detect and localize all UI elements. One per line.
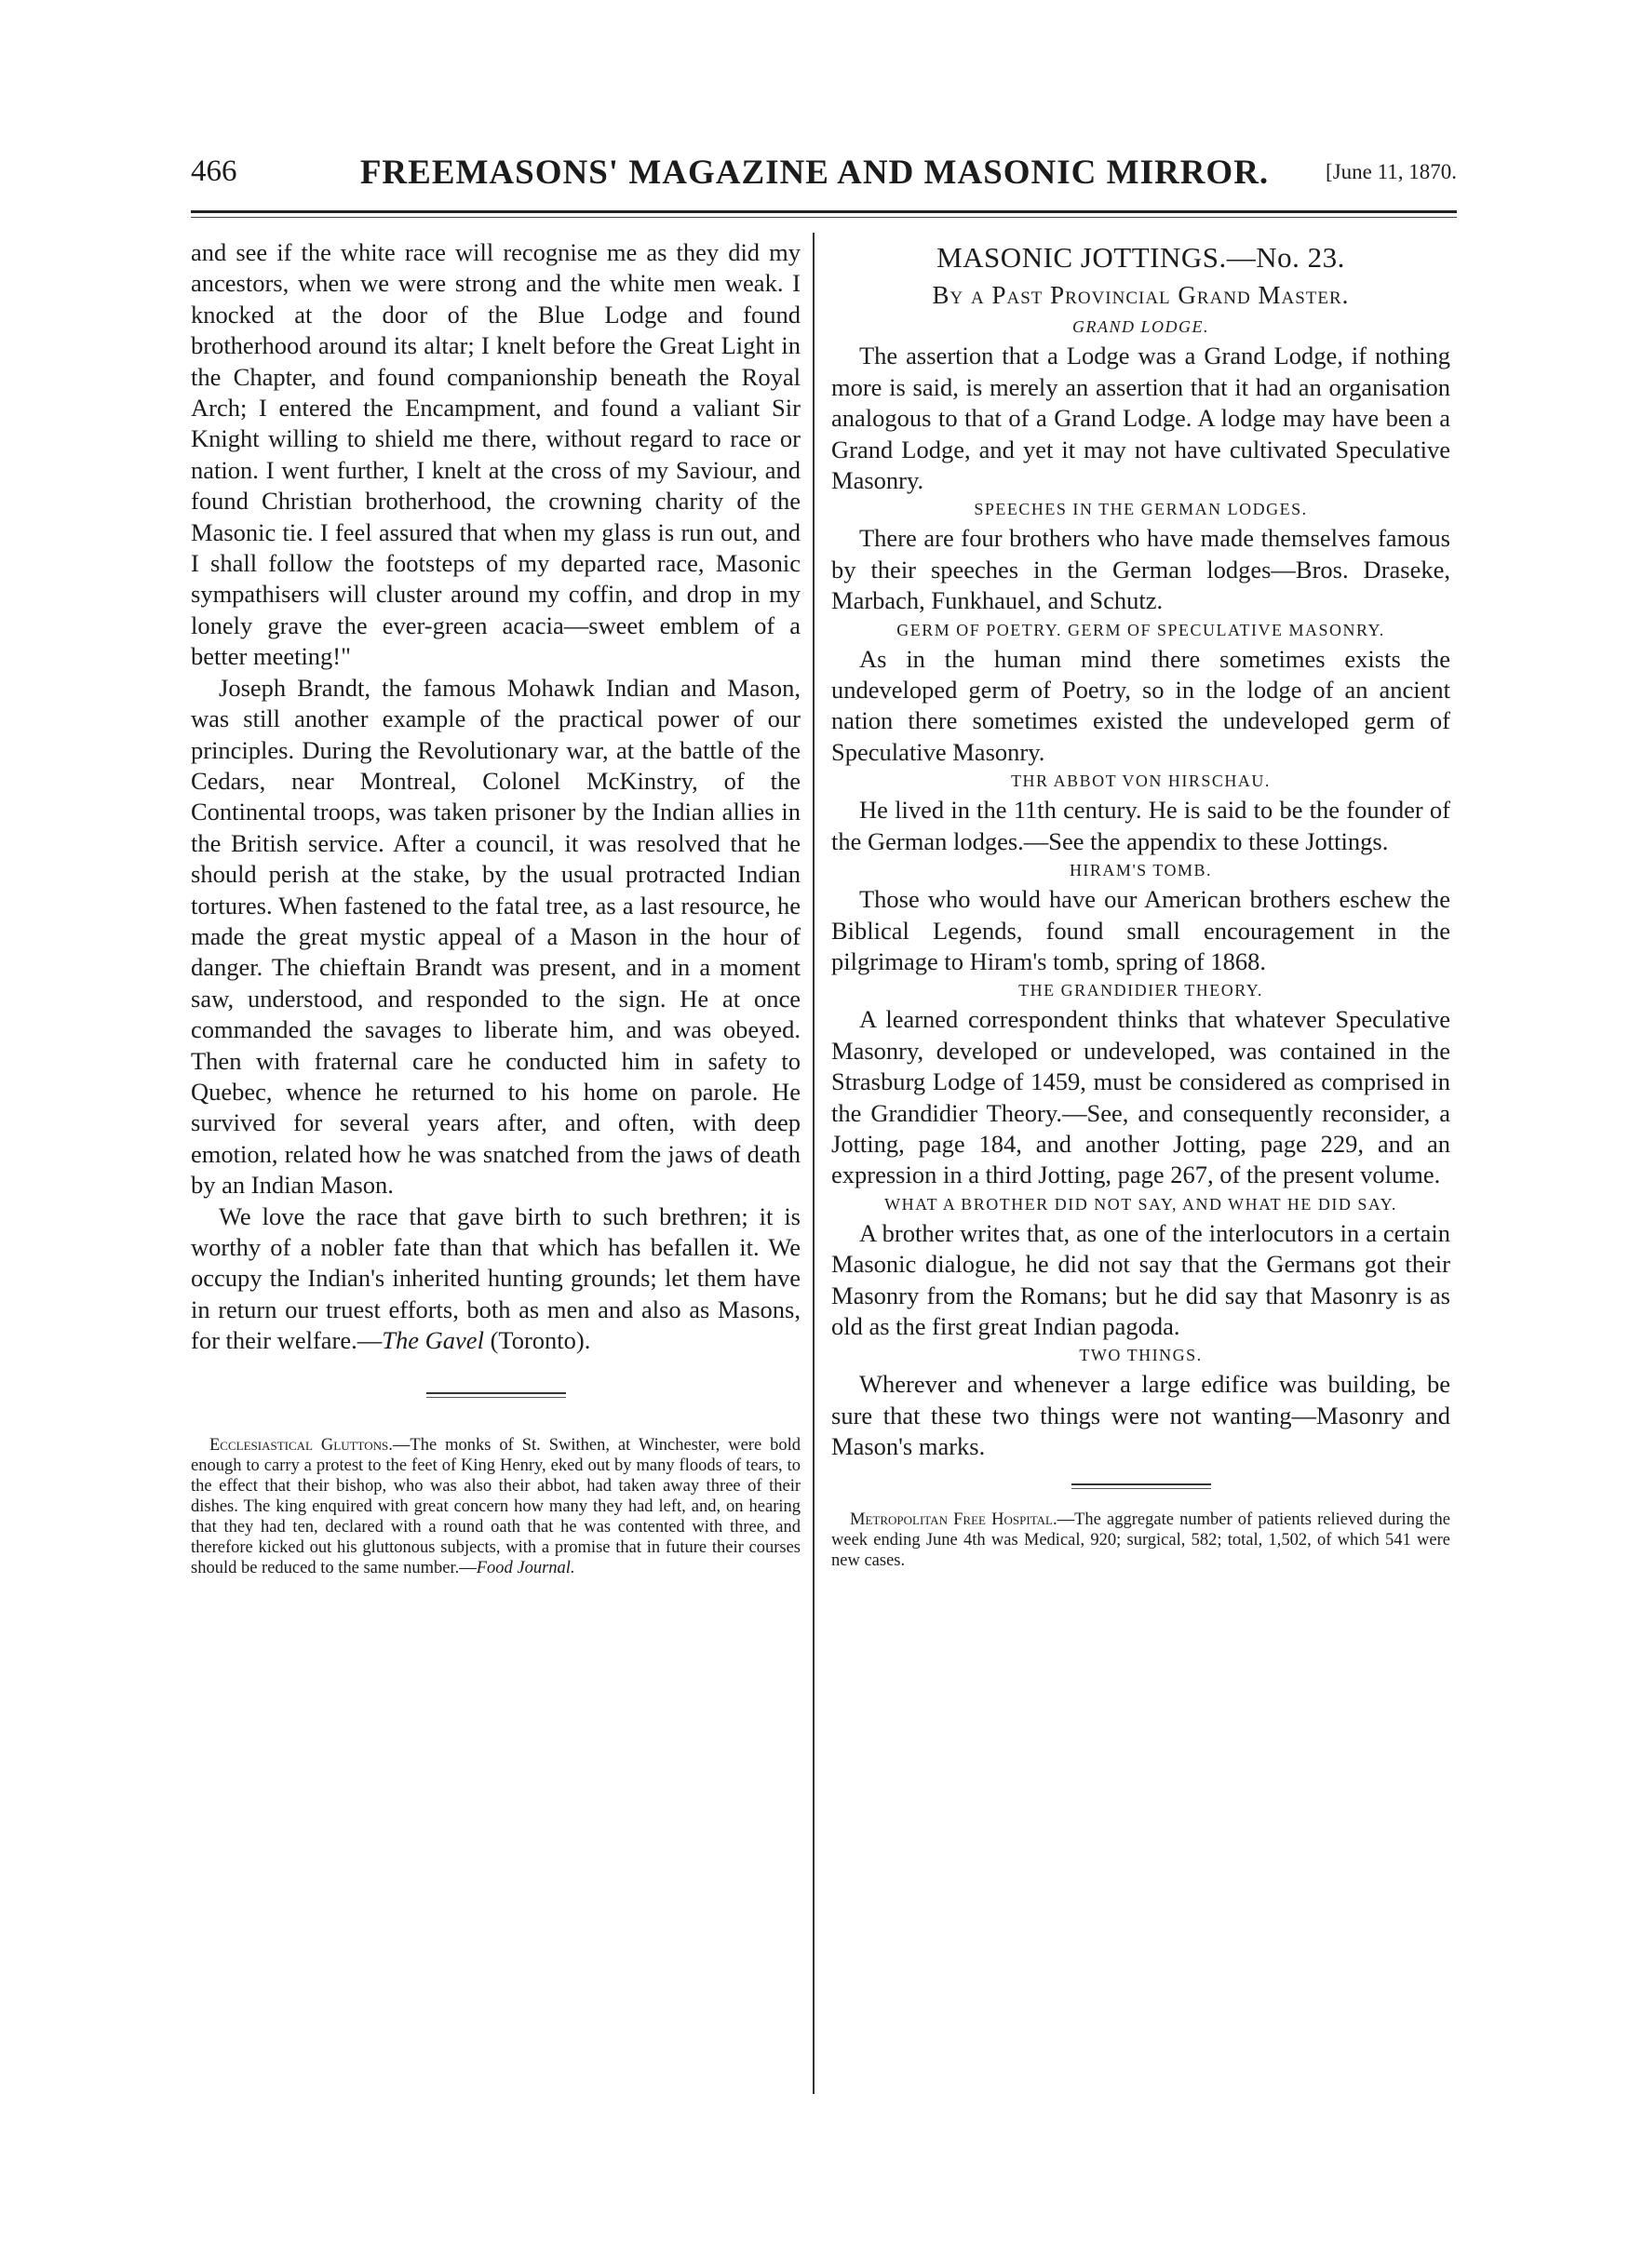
- section-body: There are four brothers who have made themselves famous by their speeches in the German lodges—Bros. Draseke, Marbach, Funkhauel, and Schutz.: [831, 524, 1450, 615]
- right-footnote: [831, 1510, 1450, 1571]
- section-heading: THR ABBOT VON HIRSCHAU.: [1011, 772, 1271, 791]
- section-heading: SPEECHES IN THE GERMAN LODGES.: [974, 500, 1308, 519]
- section-body: Those who would have our American brothers eschew the Biblical Legends, found small encouragement in the pilgrimage to Hiram's tomb, spring of 1868.: [831, 885, 1450, 975]
- right-footnote-body: —The aggregate number of patients relieved during the week ending June 4th was Medical, 920; surgical, 582; total, 1,502, of which 541 were new cases.: [831, 1510, 1450, 1570]
- section-heading: HIRAM'S TOMB.: [1069, 861, 1213, 880]
- left-footnote-body: —The monks of St. Swithen, at Winchester, were bold enough to carry a protest to the feet of King Henry, eked out by many floods of tears, to the effect that their bishop, who was also their abbot, had taken away three of their dishes. The king enquired with great concern how many they had left, and, on hearing that they had ten, declared with a round oath that he was contented with three, and therefore kicked out his gluttonous subjects, with a promise that in future their courses should be reduced to the same number.—: [191, 1435, 801, 1577]
- right-column: [831, 237, 1450, 1571]
- section-body: As in the human mind there sometimes exists the undeveloped germ of Poetry, so in the lodge of an ancient nation there sometimes existed the undeveloped germ of Speculative Masonry.: [831, 644, 1450, 766]
- section-heading: GRAND LODGE.: [1072, 317, 1209, 337]
- section-heading: GERM OF POETRY. GERM OF SPECULATIVE MASONRY.: [896, 620, 1385, 639]
- header-rule-thin: [191, 217, 1457, 218]
- page-header: [191, 147, 1457, 203]
- section-heading: WHAT A BROTHER DID NOT SAY, AND WHAT HE DID SAY.: [884, 1194, 1397, 1214]
- right-footnote-title: Metropolitan Free Hospital.: [850, 1510, 1057, 1529]
- section-body: He lived in the 11th century. He is said to be the founder of the German lodges.—See the appendix to these Jottings.: [831, 796, 1450, 855]
- article-title: MASONIC JOTTINGS.—No. 23.: [936, 241, 1345, 274]
- header-rule-thick: [191, 210, 1457, 213]
- column-divider: [813, 233, 815, 2094]
- section-heading: TWO THINGS.: [1079, 1346, 1203, 1365]
- left-footnote: [191, 1435, 801, 1578]
- running-title: FREEMASONS' MAGAZINE AND MASONIC MIRROR.: [359, 154, 1270, 192]
- right-section-rule: [1071, 1483, 1211, 1489]
- section-body: A learned correspondent thinks that whatever Speculative Masonry, developed or undeveloped, was contained in the Strasburg Lodge of 1459, must be considered as comprised in the Grandidier Theory.—See, and consequently reconsider, a Jotting, page 184, and another Jotting, page 229, and an expression in a third Jotting, page 267, of the present volume.: [831, 1005, 1450, 1189]
- section-body: Wherever and whenever a large edifice was building, be sure that these two things were not wanting—Masonry and Mason's marks.: [831, 1370, 1450, 1461]
- page-number: 466: [191, 154, 237, 188]
- left-paragraph-3-text: We love the race that gave birth to such brethren; it is worthy of a nobler fate than that which has befallen it. We occupy the Indian's inherited hunting grounds; let them have in return our truest efforts, both as men and also as Masons, for their welfare.—: [191, 1201, 801, 1355]
- section-body: A brother writes that, as one of the interlocutors in a certain Masonic dialogue, he did not say that the Germans got their Masonry from the Romans; but he did say that Masonry is as old as the first great Indian pagoda.: [831, 1218, 1450, 1340]
- left-paragraph-3: [191, 1201, 801, 1357]
- left-column: [191, 237, 801, 1578]
- issue-date: [June 11, 1870.: [1326, 160, 1457, 183]
- left-paragraph-1: and see if the white race will recognise me as they did my ancestors, when we were strong and the white men weak. I knocked at the door of the Blue Lodge and found brotherhood around its altar; I knelt before the Great Light in the Chapter, and found companionship beneath the Royal Arch; I entered the Encampment, and found a valiant Sir Knight willing to shield me there, without regard to race or nation. I went further, I knelt at the cross of my Saviour, and found Christian brotherhood, the crowning charity of the Masonic tie. I feel assured that when my glass is run out, and I shall follow the footsteps of my departed race, Masonic sympathisers will cluster around my coffin, and drop in my lonely grave the ever-green acacia—sweet emblem of a better meeting!": [191, 238, 801, 671]
- left-paragraph-2: Joseph Brandt, the famous Mohawk Indian and Mason, was still another example of the practical power of our principles. During the Revolutionary war, at the battle of the Cedars, near Montreal, Colonel McKinstry, of the Continental troops, was taken prisoner by the Indian allies in the British service. After a council, it was resolved that he should perish at the stake, by the usual protracted Indian tortures. When fastened to the fatal tree, as a last resource, he made the great mystic appeal of a Mason in the hour of danger. The chieftain Brandt was present, and in a moment saw, understood, and responded to the sign. He at once commanded the savages to liberate him, and was obeyed. Then with fraternal care he conducted him in safety to Quebec, whence he returned to his home on parole. He survived for several years after, and often, with deep emotion, related how he was snatched from the jaws of death by an Indian Mason.: [191, 673, 801, 1200]
- section-body: The assertion that a Lodge was a Grand Lodge, if nothing more is said, is merely an assertion that it had an organisation analogous to that of a Grand Lodge. A lodge may have been a Grand Lodge, and yet it may not have cultivated Speculative Masonry.: [831, 342, 1450, 495]
- article-byline: By a Past Provincial Grand Master.: [932, 281, 1350, 309]
- left-footnote-source: Food Journal.: [476, 1558, 575, 1577]
- left-section-rule: [426, 1392, 566, 1398]
- left-paragraph-3-place: (Toronto).: [483, 1326, 591, 1355]
- section-heading: THE GRANDIDIER THEORY.: [1018, 981, 1263, 1000]
- left-footnote-title: Ecclesiastical Gluttons.: [209, 1435, 393, 1455]
- left-paragraph-3-source: The Gavel: [382, 1326, 484, 1355]
